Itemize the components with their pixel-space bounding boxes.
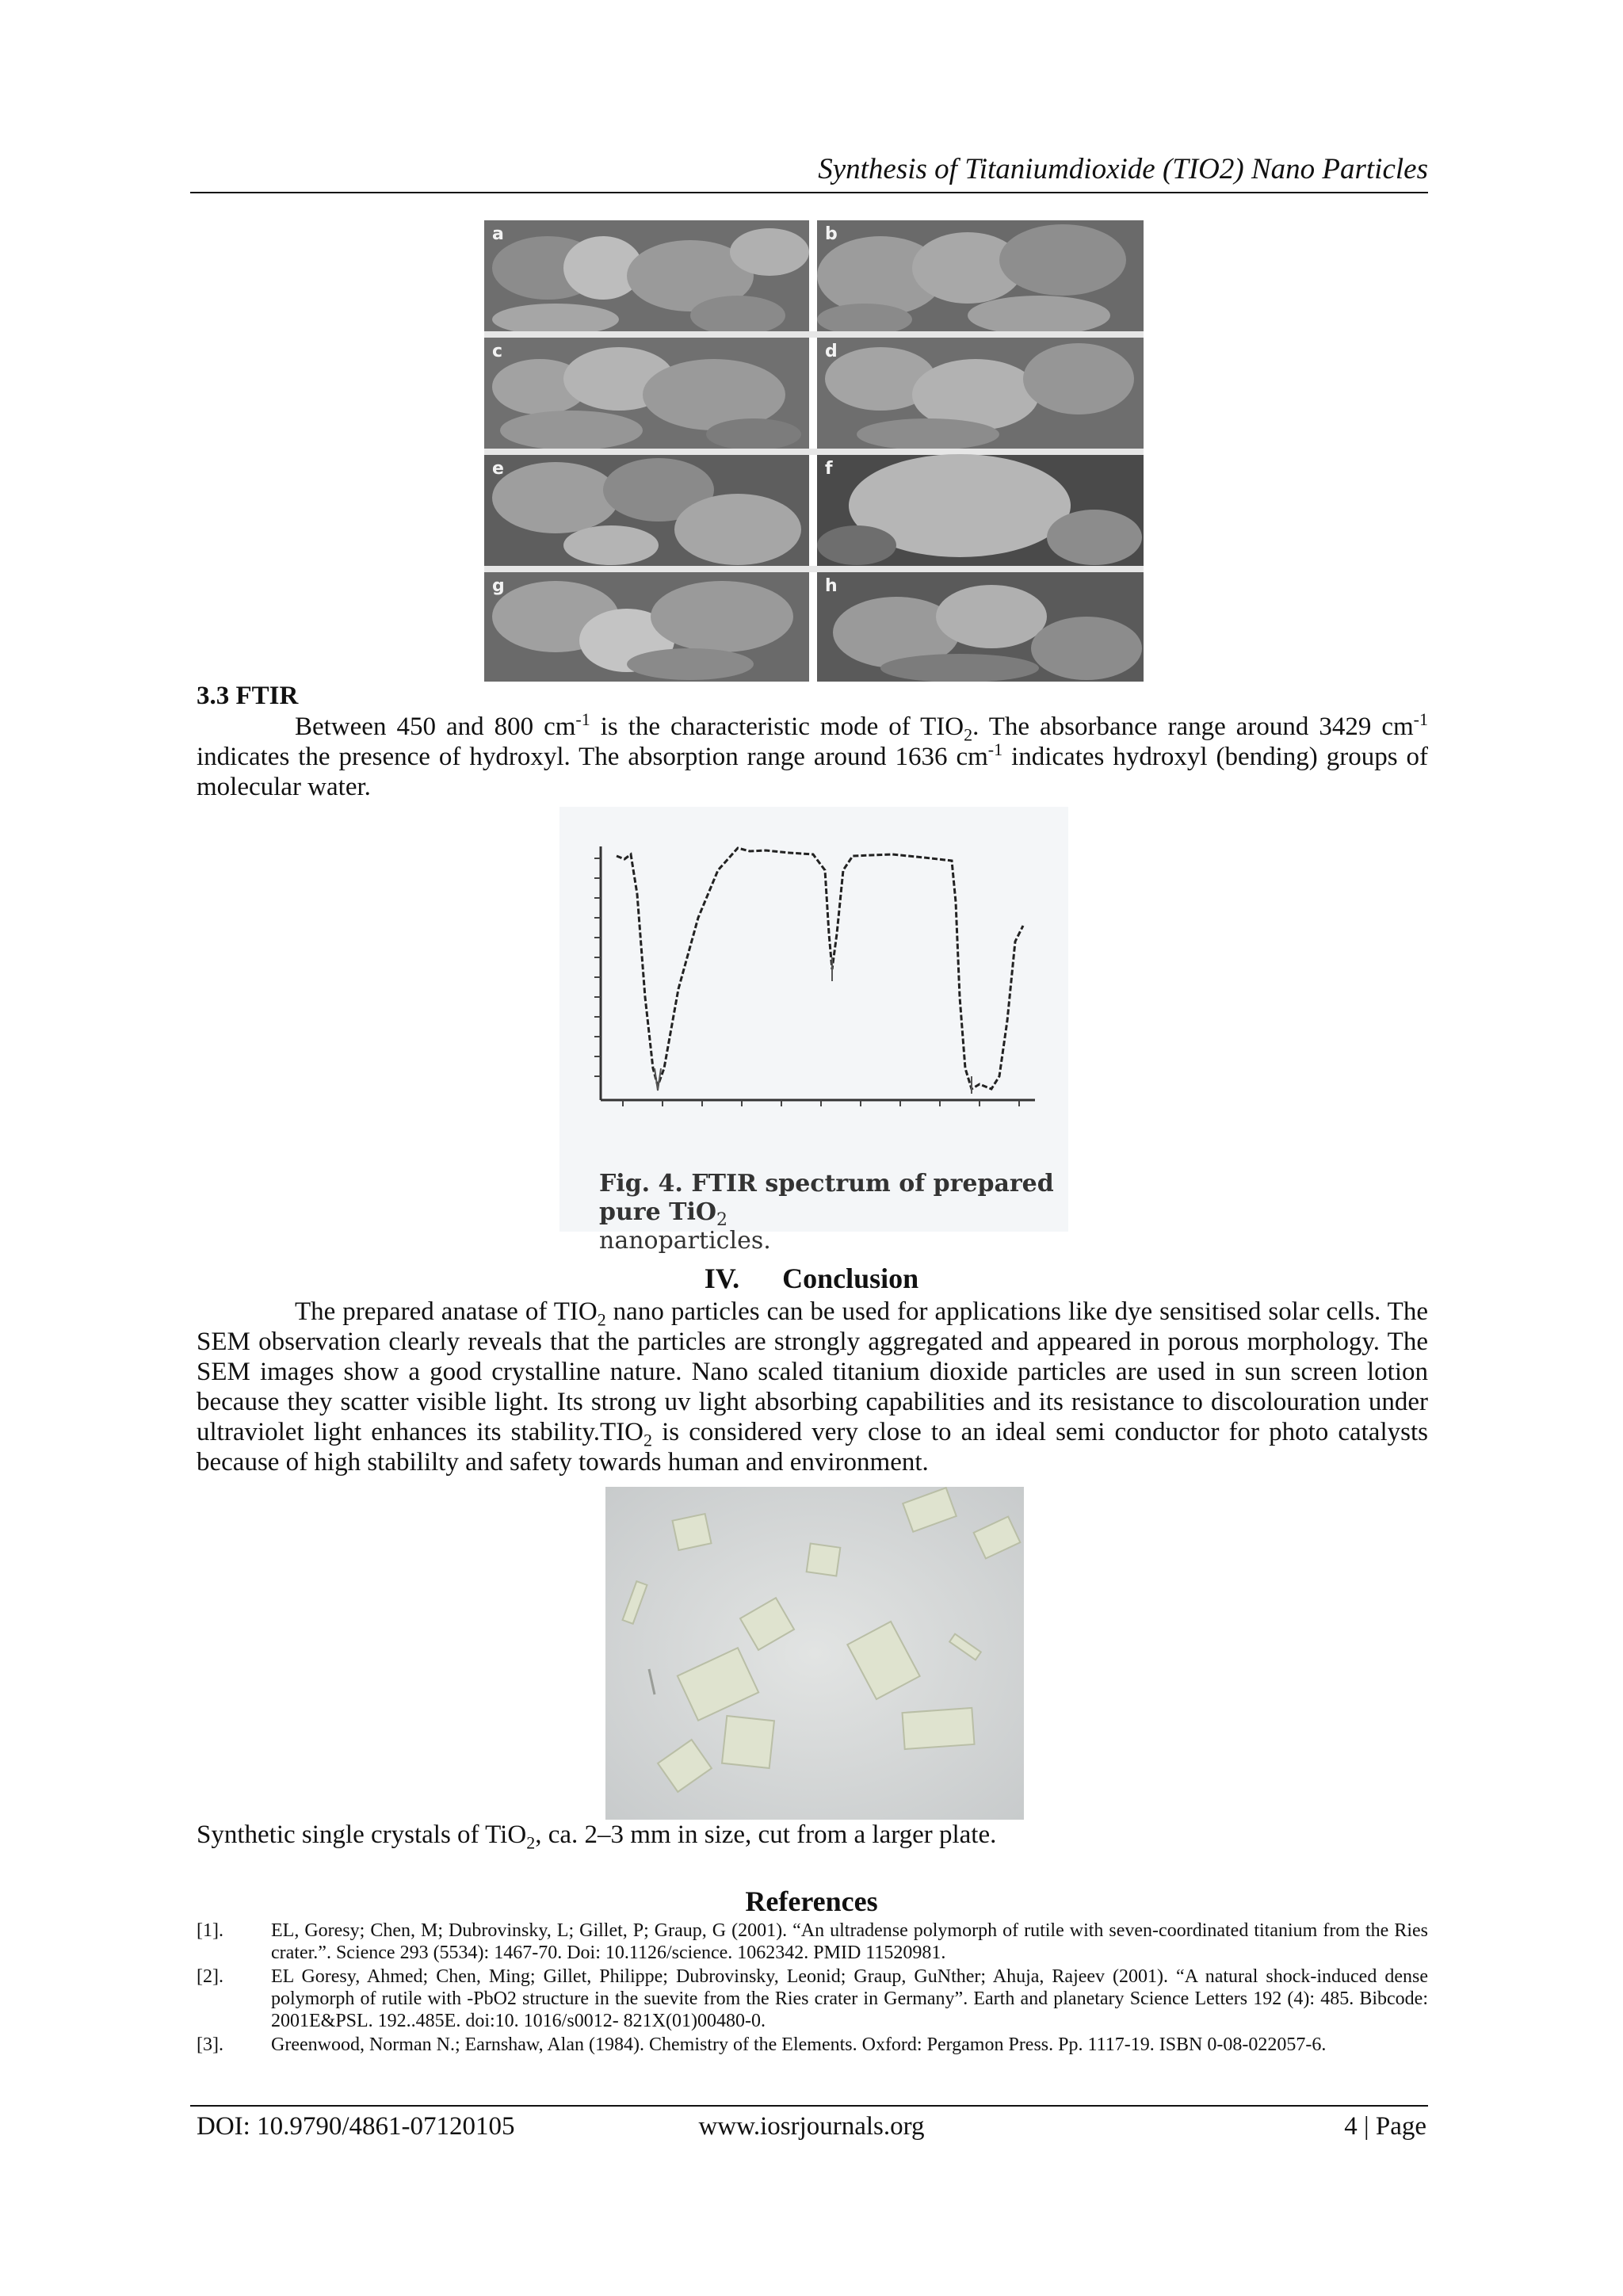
conclusion-heading: IV. Conclusion: [704, 1263, 919, 1294]
tio2-crystals-photo: [605, 1487, 1024, 1820]
tio2-crystals-image: [605, 1487, 1024, 1820]
footer-rule: [190, 2105, 1428, 2107]
reference-number: [3].: [197, 2034, 223, 2055]
section-heading-ftir: 3.3 FTIR: [197, 682, 299, 710]
reference-text: Greenwood, Norman N.; Earnshaw, Alan (1984). Chemistry of the Elements. Oxford: Pergamon Press. Pp. 1117-19. ISBN 0-08-022057-6.: [271, 2034, 1327, 2055]
sem-panel-label-f: f: [825, 459, 833, 479]
reference-item: [197, 1920, 1428, 1964]
references-list: [197, 1920, 1428, 2057]
sem-panel-label-g: g: [492, 576, 505, 596]
sem-panel-label-b: b: [825, 224, 838, 244]
reference-number: [1].: [197, 1920, 223, 1941]
sem-panel-d: [817, 338, 1144, 450]
footer-doi: DOI: 10.9790/4861-07120105: [197, 2112, 515, 2141]
ftir-paragraph: Between 450 and 800 $cm^{-1}$ is the characteristic mode of $TIO_2$. The absorbance range around 3429 $cm^{-1}$ indicates the presence of hydroxyl. The absorption range around 1636 $cm^{-1}$ indicates hydroxyl (bending) groups of molecular water.: [197, 709, 1428, 801]
ftir-spectrum-trace: [617, 848, 1023, 1089]
reference-item: [197, 1966, 1428, 2032]
sem-panel-b: [817, 220, 1144, 335]
sem-panel-f: [817, 454, 1144, 566]
ftir-annotation-mark: [655, 1068, 661, 1091]
crystal-photo-caption: Synthetic single crystals of TiO$_2$, ca. 2–3 mm in size, cut from a larger plate.: [197, 1820, 997, 1853]
sem-panel-h: [817, 572, 1144, 682]
sem-panel-label-h: h: [825, 576, 838, 596]
header-rule: [190, 192, 1428, 193]
sem-panel-label-c: c: [492, 342, 503, 361]
sem-panel-e: [484, 455, 809, 566]
reference-text: EL Goresy, Ahmed; Chen, Ming; Gillet, Philippe; Dubrovinsky, Leonid; Graup, GuNther; Ahuja, Rajeev (2001). “A natural shock-induced dense polymorph of rutile with -PbO2 structure in the suevite from the Ries crater in Germany”. Earth and planetary Science Letters 192 (4): 485. Bibcode: 2001E&PSL. 192..485E. doi:10. 1016/s0012- 821X(01)00480-0.: [271, 1966, 1428, 2031]
sem-panel-c: [484, 338, 809, 450]
reference-item: [197, 2034, 1428, 2056]
footer-page-number: 4 | Page: [1344, 2112, 1426, 2141]
ftir-axis-ticks: [594, 858, 1019, 1106]
ftir-spectrum-figure: [559, 807, 1068, 1255]
reference-text: EL, Goresy; Chen, M; Dubrovinsky, L; Gillet, P; Graup, G (2001). “An ultradense polymorph of rutile with seven-coordinated titanium from the Ries crater.”. Science 293 (5534): 1467-70. Doi: 10.1126/science. 1062342. PMID 11520981.: [271, 1920, 1428, 1963]
running-title: Synthesis of Titaniumdioxide (TIO2) Nano Particles: [818, 153, 1428, 185]
reference-number: [2].: [197, 1966, 223, 1987]
references-heading: References: [745, 1885, 878, 1917]
sem-micrographs: [484, 220, 1144, 682]
footer-journal-url[interactable]: www.iosrjournals.org: [698, 2112, 925, 2141]
sem-panel-label-d: d: [825, 342, 838, 361]
sem-panel-g: [484, 572, 809, 682]
ftir-figure-caption: Fig. 4. FTIR spectrum of prepared pure TiO$_2$ nanoparticles.: [599, 1170, 1054, 1255]
conclusion-paragraph: The prepared anatase of $TIO_2$ nano particles can be used for applications like dye sensitised solar cells. The SEM observation clearly reveals that the particles are strongly aggregated and appeared in porous morphology. The SEM images show a good crystalline nature. Nano scaled titanium dioxide particles are used in sun screen lotion because they scatter visible light. Its strong uv light absorbing capabilities and its resistance to discolouration under ultraviolet light enhances its $stability.TIO_2$ is considered very close to an ideal semi conductor for photo catalysts because of high stabililty and safety towards human and environment.: [197, 1297, 1428, 1477]
sem-panel-a: [484, 220, 809, 335]
sem-image-grid: [484, 220, 1144, 682]
sem-panel-label-a: a: [492, 224, 504, 244]
sem-panel-label-e: e: [492, 459, 504, 479]
ftir-spectrum-plot: [559, 807, 1068, 1232]
